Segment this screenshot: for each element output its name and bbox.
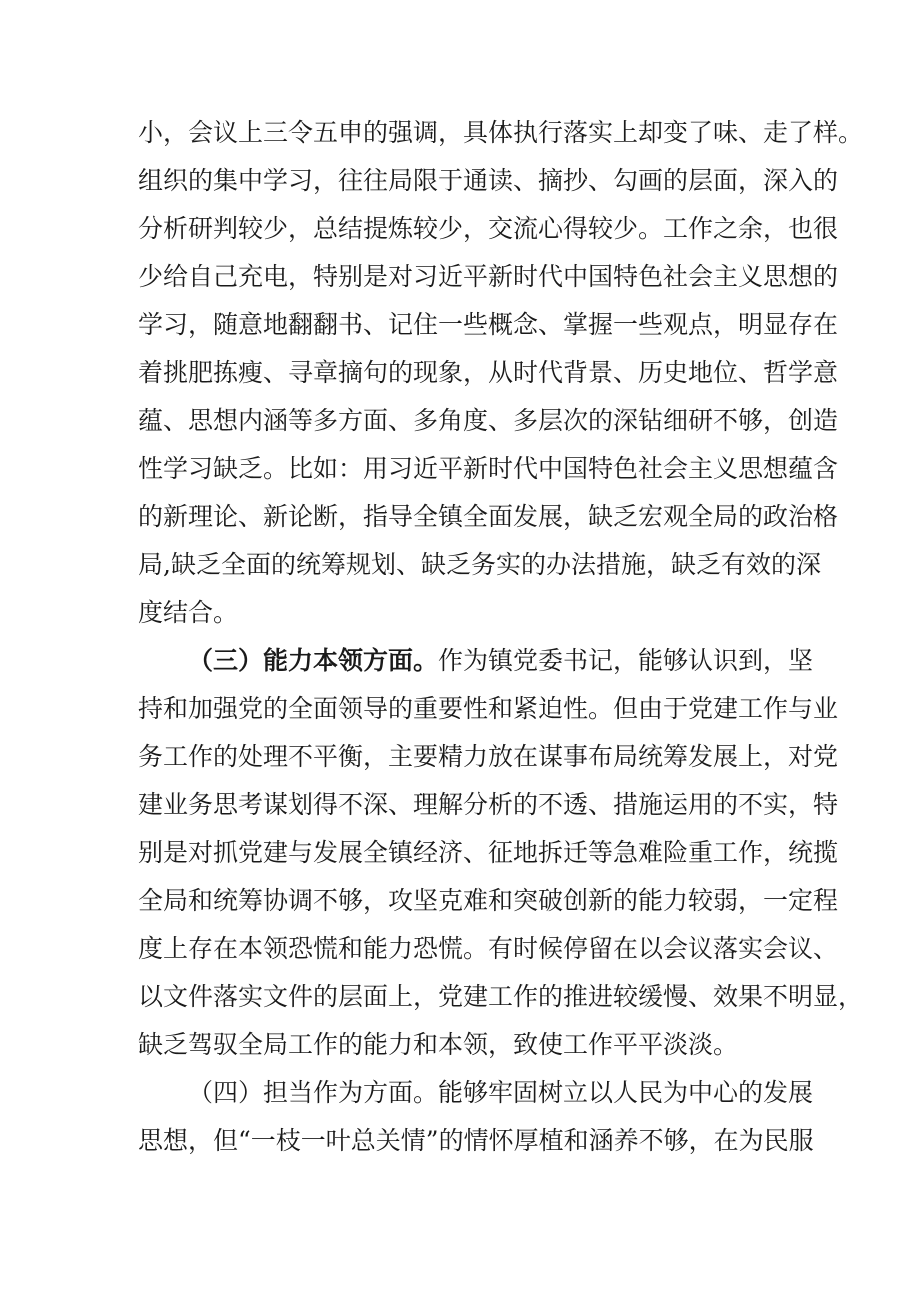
body-text-line: 全局和统筹协调不够，攻坚克难和突破创新的能力较弱，一定程 bbox=[138, 886, 839, 915]
body-text-line: 学习，随意地翻翻书、记住一些概念、掌握一些观点，明显存在 bbox=[138, 310, 839, 339]
section-3-first-line bbox=[188, 646, 813, 676]
body-text-line: 缺乏驾驭全局工作的能力和本领，致使工作平平淡淡。 bbox=[138, 1030, 739, 1059]
body-text-line: 的新理论、新论断，指导全镇全面发展，缺乏宏观全局的政治格 bbox=[138, 502, 839, 531]
body-text-line: 思想，但“一枝一叶总关情”的情怀厚植和涵养不够，在为民服 bbox=[138, 1126, 814, 1155]
section-3-heading: （三）能力本领方面。 bbox=[188, 646, 439, 675]
body-text-line: 分析研判较少，总结提炼较少，交流心得较少。工作之余，也很 bbox=[138, 214, 839, 243]
body-text-line: 着挑肥拣瘦、寻章摘句的现象，从时代背景、历史地位、哲学意 bbox=[138, 358, 839, 387]
body-text-line: 度上存在本领恐慌和能力恐慌。有时候停留在以会议落实会议、 bbox=[138, 934, 839, 963]
section-4-first-line: （四）担当作为方面。能够牢固树立以人民为中心的发展 bbox=[188, 1078, 814, 1107]
body-text-line: 蕴、思想内涵等多方面、多角度、多层次的深钻细研不够，创造 bbox=[138, 406, 839, 435]
body-text-line: 少给自己充电，特别是对习近平新时代中国特色社会主义思想的 bbox=[138, 262, 839, 291]
body-text-line: 小，会议上三令五申的强调，具体执行落实上却变了味、走了样。 bbox=[138, 118, 864, 147]
body-text-line: 别是对抓党建与发展全镇经济、征地拆迁等急难险重工作，统揽 bbox=[138, 838, 839, 867]
section-3-first-line-text: 作为镇党委书记，能够认识到，坚 bbox=[438, 646, 814, 675]
body-text-line: 建业务思考谋划得不深、理解分析的不透、措施运用的不实，特 bbox=[138, 790, 839, 819]
body-text-line: 性学习缺乏。比如：用习近平新时代中国特色社会主义思想蕴含 bbox=[138, 454, 839, 483]
body-text-line: 局,缺乏全面的统筹规划、缺乏务实的办法措施，缺乏有效的深 bbox=[138, 550, 821, 579]
body-text-line: 组织的集中学习，往往局限于通读、摘抄、勾画的层面，深入的 bbox=[138, 166, 839, 195]
body-text-line: 以文件落实文件的层面上，党建工作的推进较缓慢、效果不明显， bbox=[138, 982, 864, 1011]
body-text-line: 度结合。 bbox=[138, 598, 239, 627]
body-text-line: 务工作的处理不平衡，主要精力放在谋事布局统筹发展上，对党 bbox=[138, 742, 839, 771]
body-text-line: 持和加强党的全面领导的重要性和紧迫性。但由于党建工作与业 bbox=[138, 694, 839, 723]
